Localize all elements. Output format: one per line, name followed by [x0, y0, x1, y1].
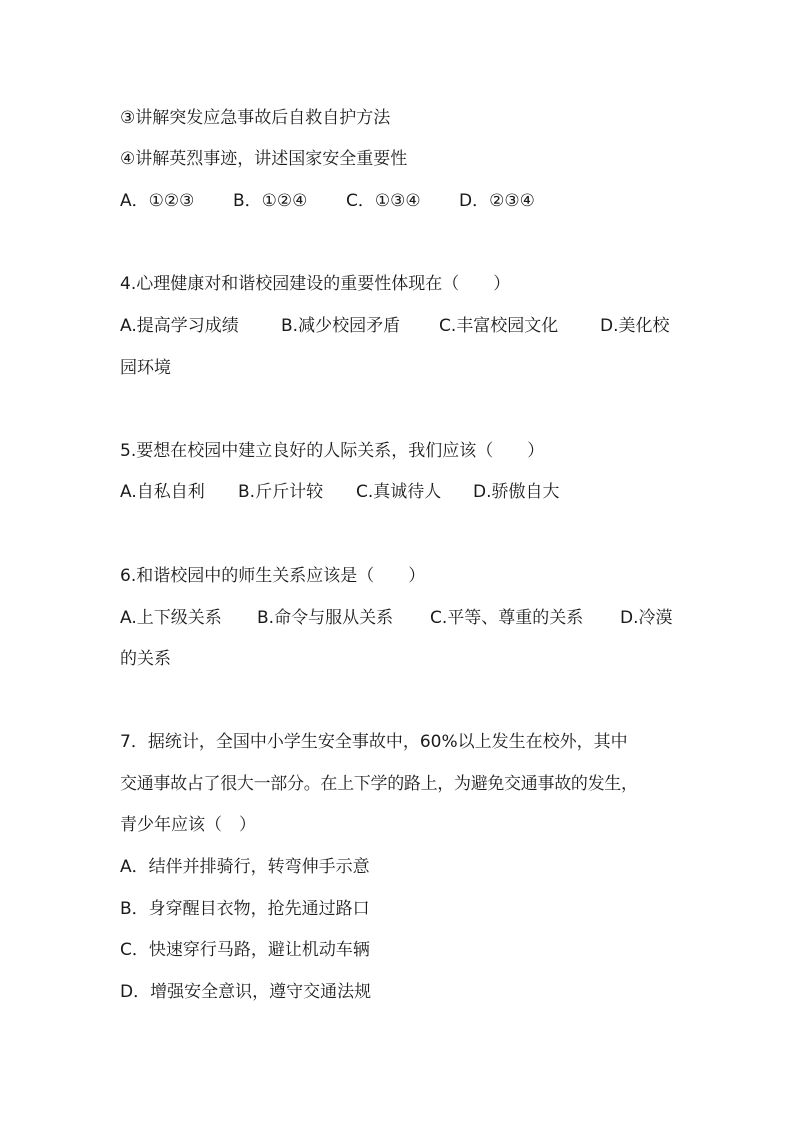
option-d[interactable]: D.骄傲自大: [473, 482, 560, 502]
option-d[interactable]: D.冷漠: [620, 608, 673, 628]
option-b[interactable]: B．身穿醒目衣物，抢先通过路口: [120, 899, 370, 919]
option-c[interactable]: C．①③④: [346, 191, 421, 211]
q7-stem-line-2: 交通事故占了很大一部分。在上下学的路上，为避免交通事故的发生，: [120, 774, 638, 794]
option-c[interactable]: C.平等、尊重的关系: [430, 608, 584, 628]
q5-stem: 5.要想在校园中建立良好的人际关系，我们应该（ ）: [120, 441, 545, 461]
option-a[interactable]: A．结伴并排骑行，转弯伸手示意: [120, 857, 370, 877]
option-b[interactable]: B.命令与服从关系: [257, 608, 394, 628]
q7-stem-line-1: 7．据统计，全国中小学生安全事故中，60%以上发生在校外，其中: [120, 732, 628, 752]
q7-stem-line-3: 青少年应该（ ）: [120, 815, 256, 835]
q6-options: [120, 607, 673, 629]
q4-option-wrap: 园环境: [120, 358, 171, 378]
option-b[interactable]: B.斤斤计较: [238, 482, 324, 502]
option-a[interactable]: A．①②③: [120, 191, 195, 211]
q4-options: [120, 315, 670, 337]
q4-stem: 4.心理健康对和谐校园建设的重要性体现在（ ）: [120, 274, 511, 294]
option-a[interactable]: A.自私自利: [120, 482, 205, 502]
option-d[interactable]: D.美化校: [600, 316, 670, 336]
option-a[interactable]: A.上下级关系: [120, 608, 222, 628]
item-3-text: ③讲解突发应急事故后自救自护方法: [120, 108, 391, 128]
option-c[interactable]: C.真诚待人: [356, 482, 442, 502]
q6-option-wrap: 的关系: [120, 649, 171, 669]
q3-options: [120, 190, 535, 212]
option-c[interactable]: C.丰富校园文化: [439, 316, 559, 336]
option-d[interactable]: D．增强安全意识，遵守交通法规: [120, 982, 372, 1002]
option-c[interactable]: C．快速穿行马路，避让机动车辆: [120, 940, 370, 960]
option-a[interactable]: A.提高学习成绩: [120, 316, 239, 336]
option-d[interactable]: D．②③④: [459, 191, 535, 211]
q5-options: [120, 481, 560, 503]
q6-stem: 6.和谐校园中的师生关系应该是（ ）: [120, 566, 426, 586]
option-b[interactable]: B.减少校园矛盾: [281, 316, 401, 336]
option-b[interactable]: B．①②④: [233, 191, 308, 211]
item-4-text: ④讲解英烈事迹，讲述国家安全重要性: [120, 149, 408, 169]
